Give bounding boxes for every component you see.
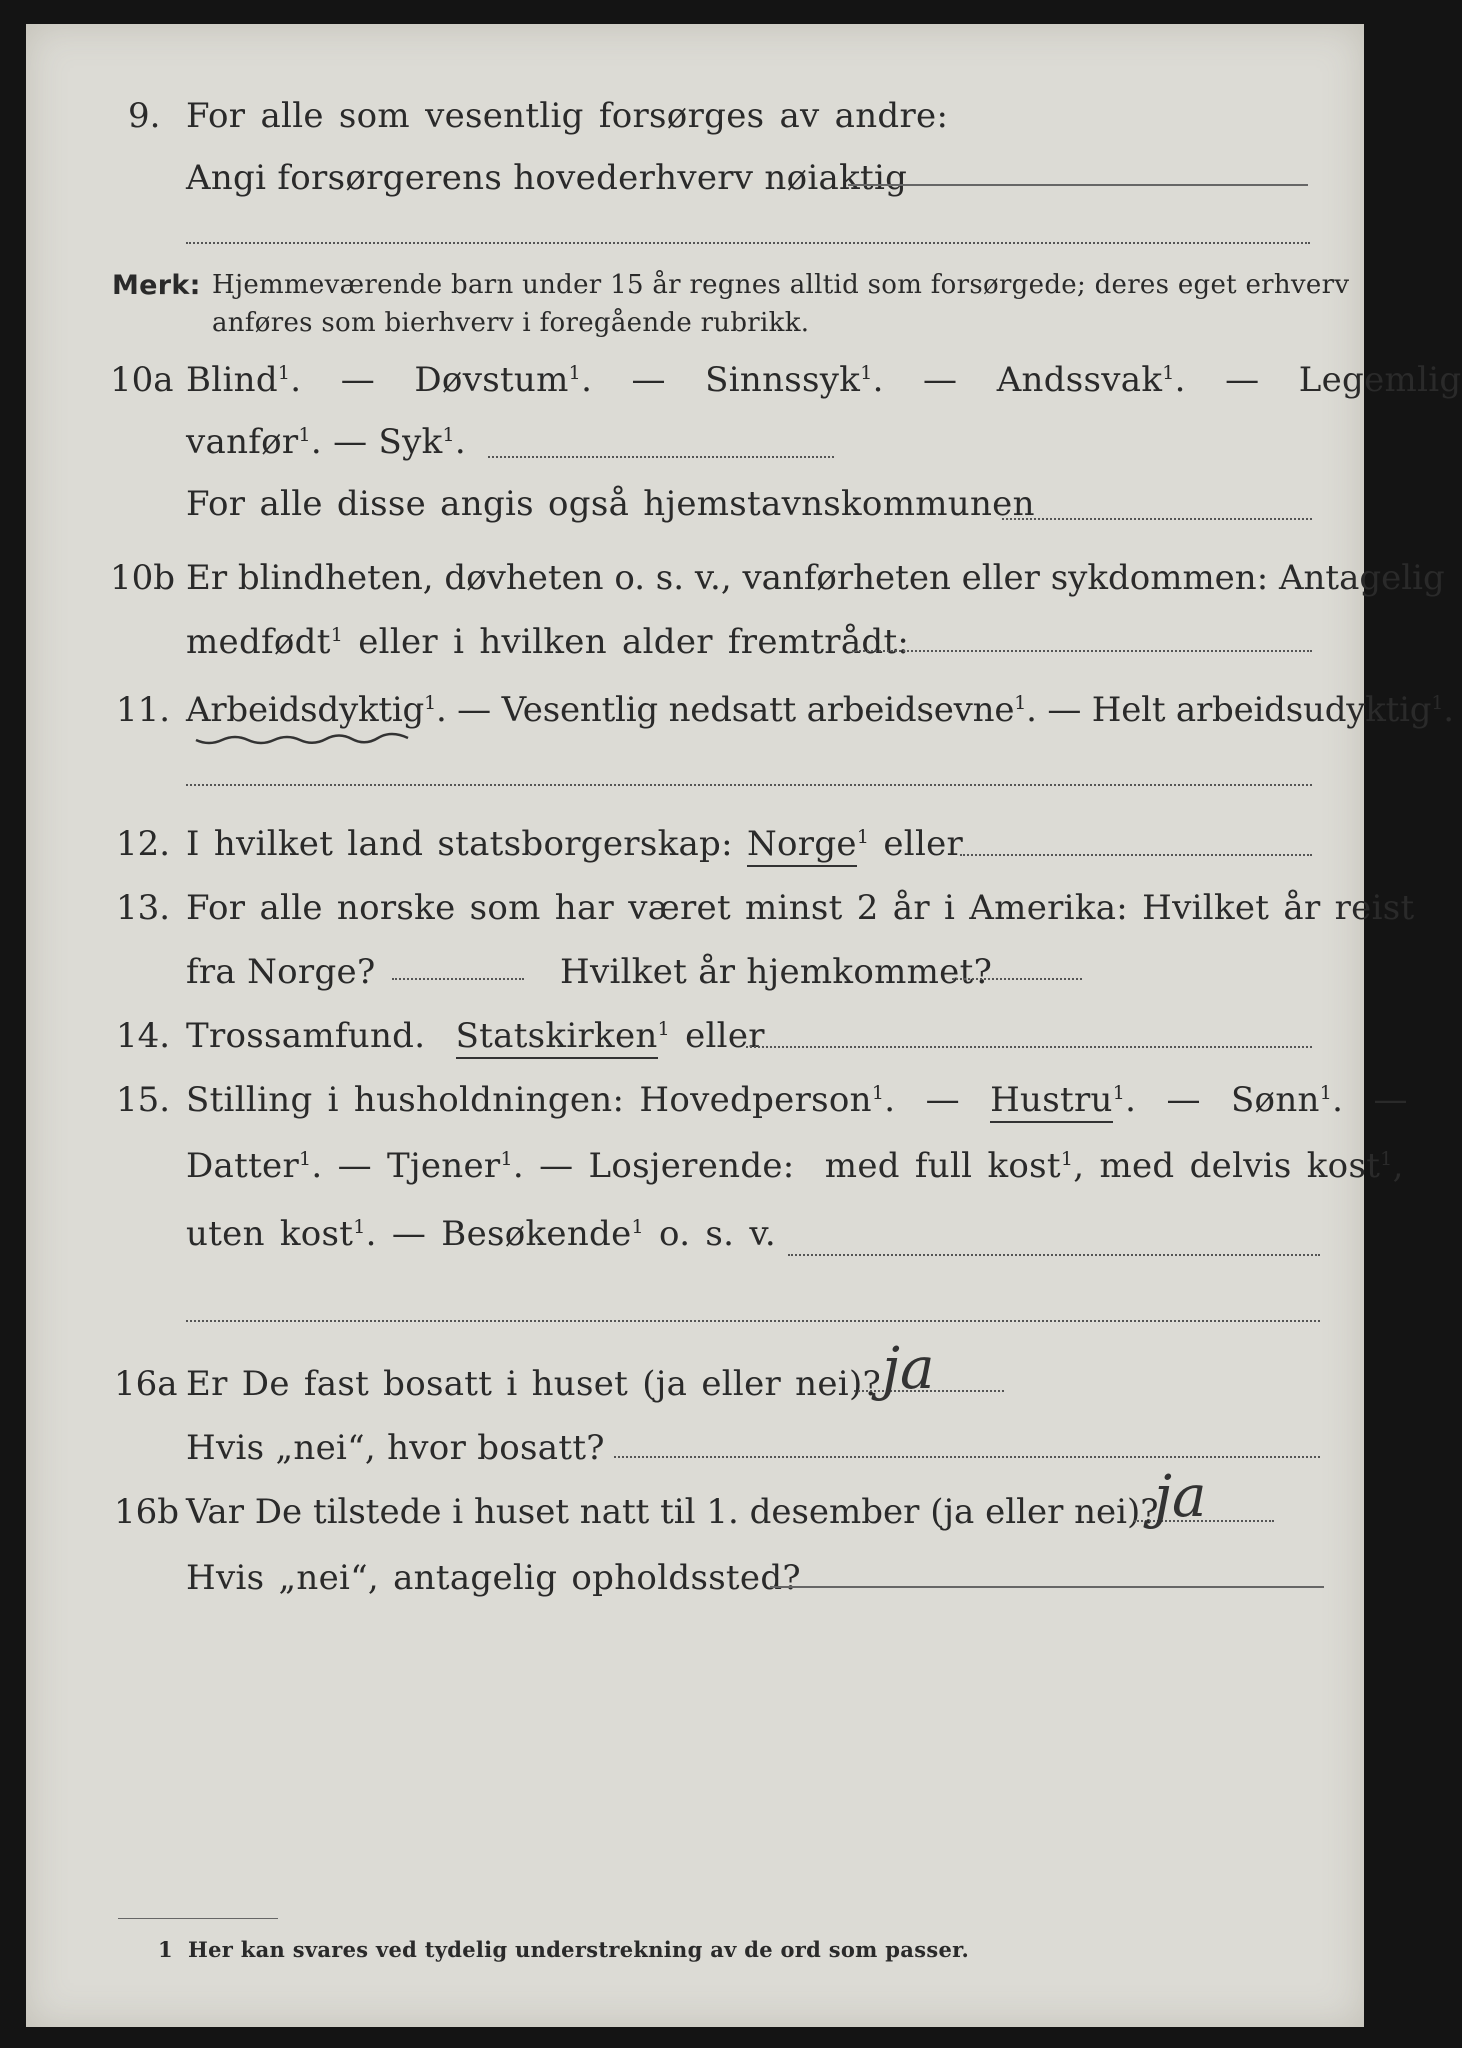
dash: —	[340, 360, 376, 400]
q13-reist-line	[392, 978, 524, 980]
opt-arbeidsdyktig: Arbeidsdyktig	[186, 690, 425, 730]
dash: —	[631, 360, 666, 400]
merk-line1: Hjemmeværende barn under 15 år regnes alltid som forsørgede; deres eget erhverv	[212, 270, 1350, 300]
q15-line1	[186, 1080, 1408, 1120]
dash: —	[1166, 1080, 1201, 1120]
footnote-rule	[118, 1918, 278, 1919]
footnote-mark: 1	[158, 1937, 173, 1962]
sup-mark: 1	[1060, 1148, 1074, 1170]
sup-mark: 1	[856, 826, 870, 848]
q15-number: 15.	[116, 1080, 171, 1120]
q10b-answer-line	[852, 650, 1312, 652]
q16b-handwritten-answer: ja	[1154, 1462, 1207, 1530]
opt-dovstum: Døvstum	[414, 360, 569, 400]
sup-mark: 1	[1431, 692, 1444, 714]
q9-extra-line	[186, 242, 1310, 244]
opt-hustru: Hustru	[990, 1080, 1113, 1123]
opt-legemlig: Legemlig	[1298, 360, 1462, 400]
sup-mark: 1	[1319, 1082, 1333, 1104]
q11-number: 11.	[116, 690, 171, 730]
sup-mark: 1	[277, 362, 291, 384]
q16b-opholdssted-line	[770, 1586, 1324, 1588]
handwritten-underline-arbeidsdyktig	[194, 730, 414, 748]
q15-losjerende: Losjerende:	[588, 1146, 795, 1186]
q16a-line2: Hvis „nei“, hvor bosatt?	[186, 1428, 605, 1468]
opt-norge: Norge	[747, 824, 857, 867]
q10a-kommune-line	[1002, 518, 1312, 520]
q16a-line1: Er De fast bosatt i huset (ja eller nei)?	[186, 1364, 882, 1404]
q15-osv: o. s. v.	[659, 1214, 776, 1254]
q9-answer-line	[848, 184, 1308, 186]
q16a-handwritten-answer: ja	[882, 1334, 935, 1402]
q10a-number: 10a	[110, 360, 174, 400]
q14-answer-line	[746, 1046, 1312, 1048]
opt-vanfor: vanfør	[186, 422, 299, 462]
q14-number: 14.	[116, 1016, 171, 1056]
dash: —	[1225, 360, 1260, 400]
sup-mark: 1	[442, 424, 455, 446]
sep: . —	[365, 1214, 427, 1254]
sep: . —	[311, 1146, 372, 1186]
sup-mark: 1	[631, 1216, 644, 1238]
q15-line2	[186, 1146, 1404, 1186]
q16b-line1: Var De tilstede i huset natt til 1. desember (ja eller nei)?	[186, 1492, 1159, 1532]
sep: .	[454, 422, 467, 462]
q10b-line1: Er blindheten, døvheten o. s. v., vanførheten eller sykdommen: Antagelig	[186, 558, 1445, 598]
q9-line1: For alle som vesentlig forsørges av andre:	[186, 96, 949, 136]
q10a-syk-line	[488, 456, 834, 458]
opt-full-kost: med full kost	[824, 1146, 1061, 1186]
sep: .	[1443, 690, 1454, 730]
q10b-line2	[186, 622, 909, 662]
sep: .	[1125, 1080, 1137, 1120]
q14-line	[186, 1016, 765, 1056]
q11-line1	[186, 690, 1454, 730]
sep: .	[1174, 360, 1186, 400]
sup-mark: 1	[330, 624, 344, 646]
q12-number: 12.	[116, 824, 171, 864]
q12-eller: eller	[883, 824, 964, 864]
sup-mark: 1	[298, 424, 311, 446]
opt-statskirken: Statskirken	[456, 1016, 658, 1059]
q9-number: 9.	[128, 96, 161, 136]
q12-text: I hvilket land statsborgerskap:	[186, 824, 733, 864]
opt-udyktig: Helt arbeidsudyktig	[1091, 690, 1432, 730]
sup-mark: 1	[500, 1148, 513, 1170]
sep: .	[884, 1080, 896, 1120]
sup-mark: 1	[657, 1018, 670, 1040]
sup-mark: 1	[1112, 1082, 1126, 1104]
sep: .	[872, 360, 884, 400]
sup-mark: 1	[568, 362, 582, 384]
opt-nedsatt: Vesentlig nedsatt arbeidsevne	[501, 690, 1015, 730]
census-form-page	[26, 24, 1462, 2027]
q13-fra: fra Norge?	[186, 952, 376, 992]
sup-mark: 1	[871, 1082, 885, 1104]
q15-answer-line	[788, 1254, 1320, 1256]
q10a-line1	[186, 360, 1462, 400]
opt-delvis-kost: med delvis kost	[1099, 1146, 1381, 1186]
opt-sonn: Sønn	[1230, 1080, 1320, 1120]
opt-besokende: Besøkende	[441, 1214, 632, 1254]
sep: . —	[435, 690, 491, 730]
sep: .	[1332, 1080, 1344, 1120]
opt-syk: Syk	[378, 422, 443, 462]
q10b-line2-rest: eller i hvilken alder fremtrådt:	[358, 622, 910, 662]
dash: —	[1373, 1080, 1408, 1120]
q16b-number: 16b	[114, 1492, 180, 1532]
q10b-number: 10b	[110, 558, 176, 598]
q13-hjem: Hvilket år hjemkommet?	[560, 952, 993, 992]
q16b-line2: Hvis „nei“, antagelig opholdssted?	[186, 1558, 801, 1598]
opt-datter: Datter	[186, 1146, 300, 1186]
sep: . —	[512, 1146, 574, 1186]
dash: —	[925, 1080, 960, 1120]
q15-line3	[186, 1214, 776, 1254]
q12-line	[186, 824, 963, 864]
q13-hjem-line	[952, 978, 1082, 980]
q11-extra-line	[186, 784, 1312, 786]
sup-mark: 1	[860, 362, 873, 384]
sup-mark: 1	[353, 1216, 366, 1238]
q10a-line3: For alle disse angis også hjemstavnskommunen	[186, 484, 1035, 524]
opt-andssvak: Andssvak	[996, 360, 1163, 400]
q13-line1: For alle norske som har været minst 2 år i Amerika: Hvilket år reist	[186, 888, 1415, 928]
opt-sinnssyk: Sinnssyk	[705, 360, 861, 400]
sup-mark: 1	[299, 1148, 312, 1170]
sep: .	[290, 360, 302, 400]
sep: .	[581, 360, 593, 400]
q15-extra-line	[186, 1320, 1320, 1322]
q16a-number: 16a	[114, 1364, 178, 1404]
q13-number: 13.	[116, 888, 171, 928]
sep: . —	[1026, 690, 1082, 730]
q10a-line2	[186, 422, 466, 462]
sep: . —	[310, 422, 368, 462]
sup-mark: 1	[1380, 1148, 1393, 1170]
sup-mark: 1	[424, 692, 436, 714]
q14-eller: eller	[685, 1016, 765, 1056]
opt-uten-kost: uten kost	[186, 1214, 354, 1254]
q16a-bosatt-line	[614, 1456, 1320, 1458]
opt-tjener: Tjener	[387, 1146, 501, 1186]
sup-mark: 1	[1014, 692, 1027, 714]
sup-mark: 1	[1162, 362, 1175, 384]
merk-line2: anføres som bierhverv i foregående rubrikk.	[212, 308, 810, 338]
q9-line2: Angi forsørgerens hovederhverv nøiaktig	[186, 158, 908, 198]
opt-medfodt: medfødt	[186, 622, 331, 662]
opt-blind: Blind	[186, 360, 278, 400]
q15-hovedperson: Stilling i husholdningen: Hovedperson	[186, 1080, 872, 1120]
dash: —	[923, 360, 958, 400]
q14-text: Trossamfund.	[186, 1016, 426, 1056]
q12-answer-line	[960, 854, 1312, 856]
footnote-text: Her kan svares ved tydelig understrekning av de ord som passer.	[188, 1937, 970, 1962]
sep: ,	[1073, 1146, 1085, 1186]
merk-label: Merk:	[112, 270, 201, 301]
sep: ,	[1392, 1146, 1404, 1186]
